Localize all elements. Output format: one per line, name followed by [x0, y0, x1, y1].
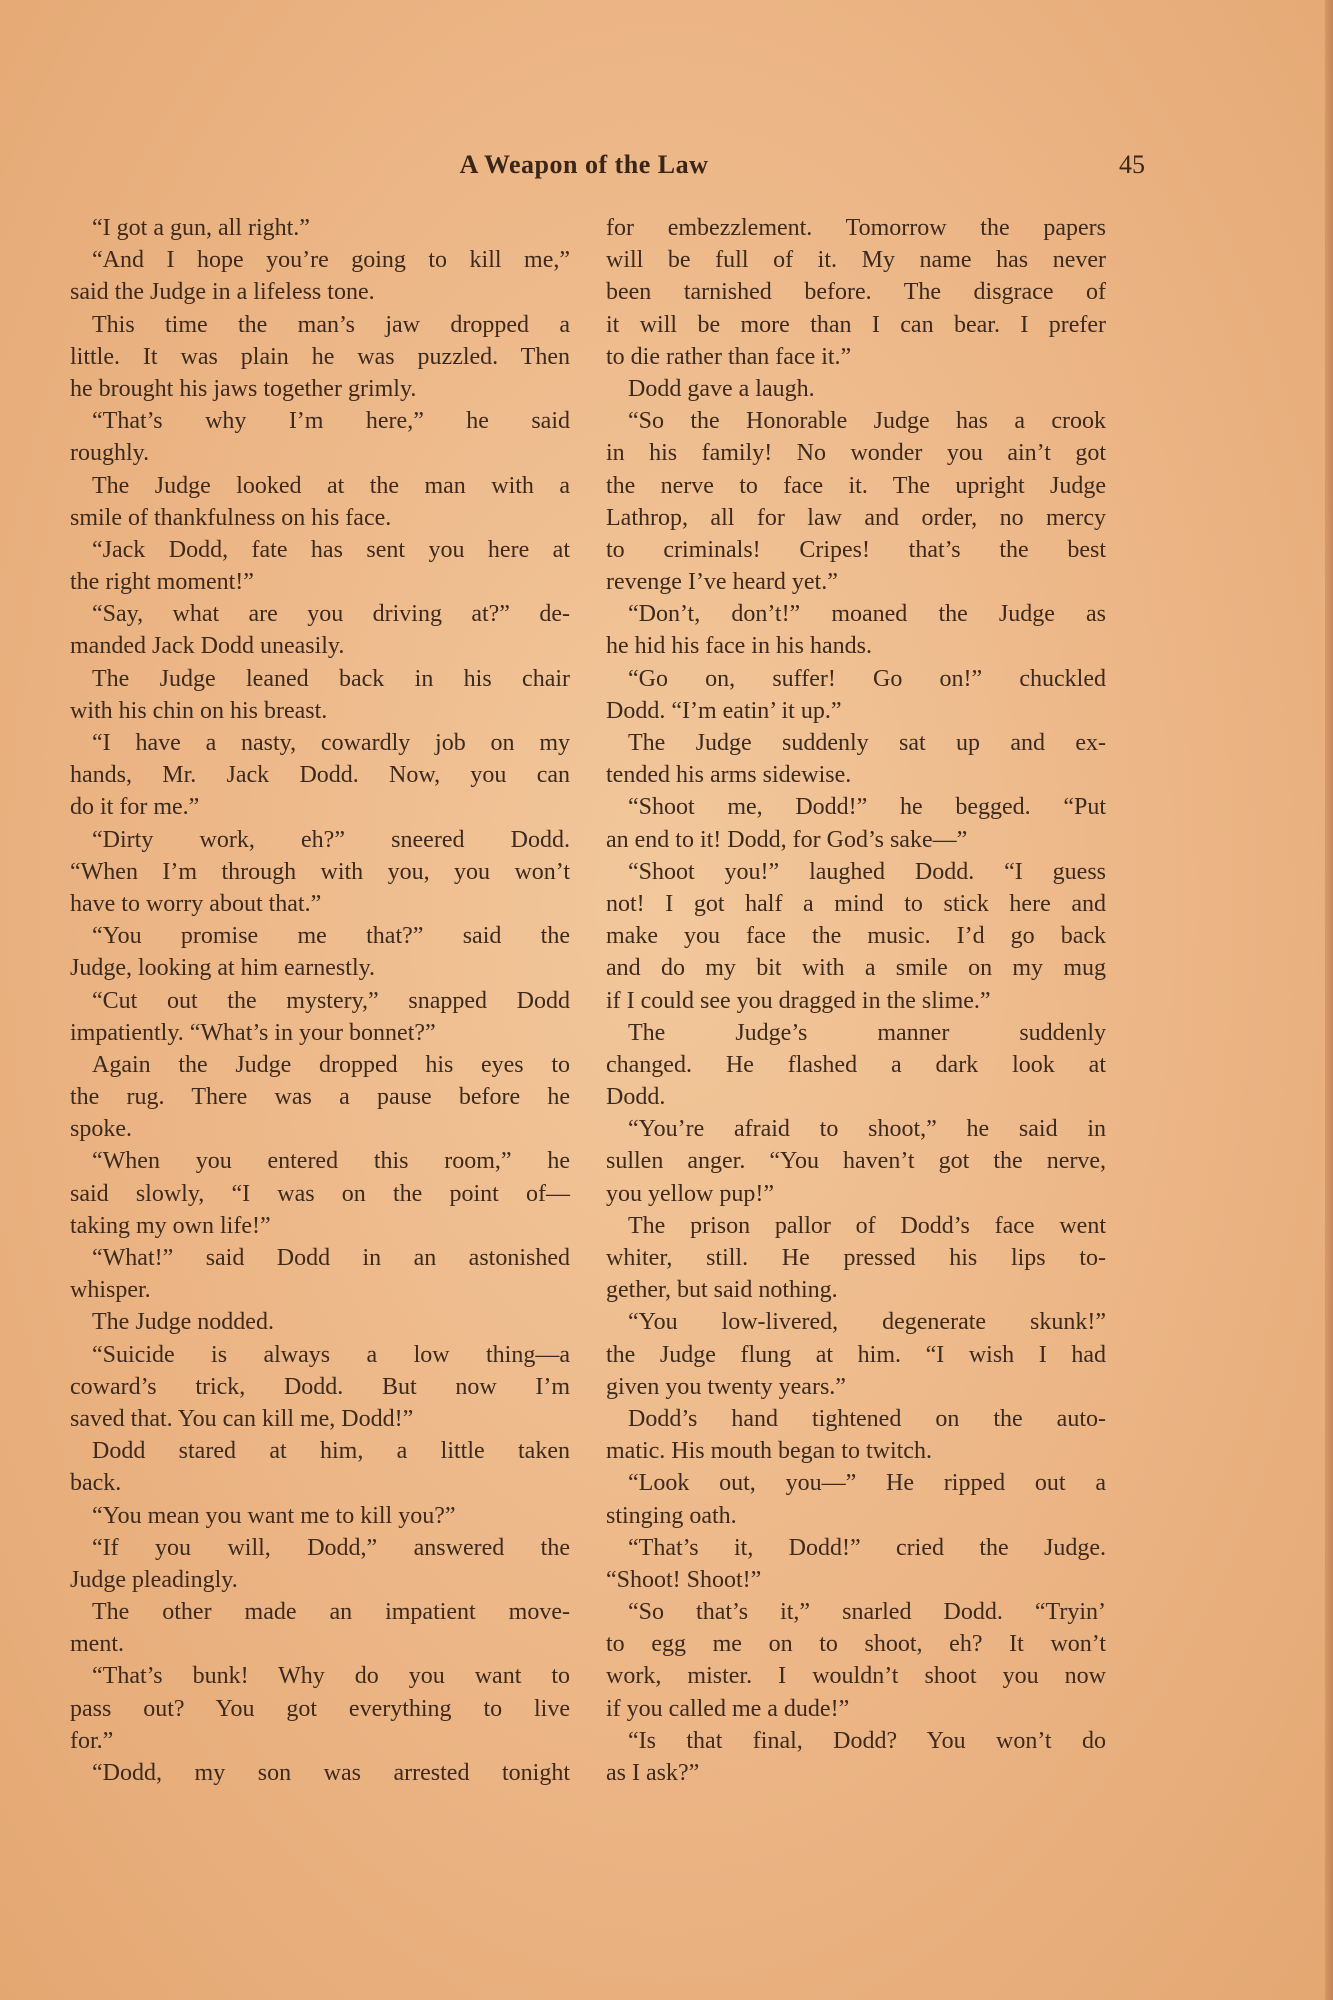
- text-line: This time the man’s jaw dropped a: [92, 311, 570, 338]
- text-line: The Judge nodded.: [92, 1309, 274, 1336]
- text-line: he hid his face in his hands.: [606, 633, 872, 660]
- text-line: “I got a gun, all right.”: [92, 215, 310, 241]
- text-line: you yellow pup!”: [606, 1180, 774, 1207]
- text-line: “Shoot me, Dodd!” he begged. “Put: [628, 794, 1106, 821]
- text-line: “Don’t, don’t!” moaned the Judge as: [628, 601, 1106, 628]
- text-line: Dodd’s hand tightened on the auto-: [628, 1405, 1106, 1432]
- text-line: been tarnished before. The disgrace of: [606, 279, 1106, 306]
- text-line: revenge I’ve heard yet.”: [606, 569, 838, 596]
- text-line: “When you entered this room,” he: [92, 1148, 570, 1175]
- text-line: Dodd stared at him, a little taken: [92, 1438, 570, 1465]
- text-line: and do my bit with a smile on my mug: [606, 955, 1106, 982]
- text-line: “Dodd, my son was arrested tonight: [92, 1760, 570, 1786]
- text-line: the rug. There was a pause before he: [70, 1084, 570, 1111]
- text-line: back.: [70, 1470, 122, 1497]
- text-line: The Judge leaned back in his chair: [92, 665, 570, 692]
- text-line: “Is that final, Dodd? You won’t do: [628, 1727, 1106, 1754]
- text-line: changed. He flashed a dark look at: [606, 1051, 1106, 1078]
- text-line: “You low-livered, degenerate skunk!”: [628, 1309, 1106, 1336]
- text-line: if I could see you dragged in the slime.”: [606, 987, 991, 1014]
- page-edge: [1325, 0, 1333, 2000]
- text-line: spoke.: [70, 1116, 132, 1143]
- text-line: will be full of it. My name has never: [606, 247, 1106, 274]
- text-line: matic. His mouth began to twitch.: [606, 1438, 932, 1465]
- text-line: “Cut out the mystery,” snapped Dodd: [92, 987, 570, 1014]
- text-line: with his chin on his breast.: [70, 697, 328, 724]
- text-line: for.”: [70, 1727, 114, 1754]
- left-column: [70, 212, 570, 1789]
- text-line: “That’s bunk! Why do you want to: [92, 1663, 570, 1690]
- text-line: The other made an impatient move-: [92, 1599, 570, 1626]
- text-line: “What!” said Dodd in an astonished: [92, 1245, 570, 1271]
- running-head-title: A Weapon of the Law: [459, 150, 709, 179]
- text-line: he brought his jaws together grimly.: [70, 375, 417, 402]
- text-line: Dodd. “I’m eatin’ it up.”: [606, 697, 842, 724]
- text-line: sullen anger. “You haven’t got the nerve,: [606, 1148, 1106, 1175]
- text-line: “Say, what are you driving at?” de-: [92, 601, 570, 628]
- right-column: [606, 212, 1106, 1789]
- text-line: pass out? You got everything to live: [70, 1695, 570, 1722]
- text-line: stinging oath.: [606, 1502, 737, 1529]
- text-line: not! I got half a mind to stick here and: [606, 890, 1106, 917]
- text-line: The prison pallor of Dodd’s face went: [628, 1212, 1106, 1239]
- text-line: The Judge suddenly sat up and ex-: [628, 730, 1106, 756]
- text-line: Again the Judge dropped his eyes to: [92, 1051, 570, 1078]
- text-line: the right moment!”: [70, 569, 254, 596]
- text-line: “Shoot you!” laughed Dodd. “I guess: [628, 858, 1106, 885]
- text-line: roughly.: [70, 440, 150, 467]
- text-line: little. It was plain he was puzzled. Then: [70, 343, 570, 370]
- text-line: whisper.: [70, 1277, 151, 1304]
- text-line: “Shoot! Shoot!”: [606, 1566, 762, 1593]
- text-line: saved that. You can kill me, Dodd!”: [70, 1405, 414, 1432]
- text-line: given you twenty years.”: [606, 1373, 846, 1400]
- text-line: if you called me a dude!”: [606, 1695, 850, 1722]
- text-line: for embezzlement. Tomorrow the papers: [606, 215, 1106, 241]
- text-line: “Suicide is always a low thing—a: [92, 1341, 570, 1368]
- text-line: “That’s why I’m here,” he said: [92, 408, 570, 435]
- text-line: “When I’m through with you, you won’t: [70, 858, 570, 885]
- text-line: smile of thankfulness on his face.: [70, 504, 392, 531]
- text-line: “Look out, you—” He ripped out a: [628, 1470, 1106, 1497]
- text-line: “You mean you want me to kill you?”: [92, 1502, 456, 1529]
- text-line: “Go on, suffer! Go on!” chuckled: [628, 665, 1106, 692]
- text-line: The Judge’s manner suddenly: [628, 1019, 1106, 1046]
- text-line: to die rather than face it.”: [606, 343, 852, 370]
- text-line: in his family! No wonder you ain’t got: [606, 440, 1106, 467]
- text-line: work, mister. I wouldn’t shoot you now: [606, 1663, 1106, 1690]
- text-line: “That’s it, Dodd!” cried the Judge.: [628, 1534, 1106, 1561]
- text-line: “You’re afraid to shoot,” he said in: [628, 1116, 1106, 1143]
- text-line: as I ask?”: [606, 1760, 700, 1786]
- text-line: “Jack Dodd, fate has sent you here at: [92, 536, 570, 563]
- text-line: make you face the music. I’d go back: [606, 923, 1106, 950]
- text-line: impatiently. “What’s in your bonnet?”: [70, 1019, 436, 1046]
- text-line: gether, but said nothing.: [606, 1277, 838, 1304]
- page-number: 45: [1119, 150, 1145, 179]
- text-line: “If you will, Dodd,” answered the: [92, 1534, 570, 1561]
- text-line: Dodd gave a laugh.: [628, 375, 815, 402]
- text-line: do it for me.”: [70, 794, 200, 821]
- text-line: the nerve to face it. The upright Judge: [606, 472, 1106, 499]
- text-line: “So the Honorable Judge has a crook: [628, 408, 1106, 435]
- text-line: the Judge flung at him. “I wish I had: [606, 1341, 1106, 1368]
- text-line: tended his arms sidewise.: [606, 762, 852, 789]
- text-line: ment.: [70, 1631, 124, 1658]
- text-line: hands, Mr. Jack Dodd. Now, you can: [70, 762, 570, 789]
- text-line: whiter, still. He pressed his lips to-: [606, 1245, 1106, 1271]
- text-line: Lathrop, all for law and order, no mercy: [606, 504, 1106, 531]
- text-line: have to worry about that.”: [70, 890, 322, 917]
- text-line: to criminals! Cripes! that’s the best: [606, 536, 1106, 563]
- text-line: said slowly, “I was on the point of—: [70, 1180, 570, 1207]
- text-line: an end to it! Dodd, for God’s sake—”: [606, 826, 968, 853]
- text-line: The Judge looked at the man with a: [92, 472, 570, 499]
- text-line: to egg me on to shoot, eh? It won’t: [606, 1631, 1106, 1658]
- text-line: “I have a nasty, cowardly job on my: [92, 730, 570, 756]
- text-line: coward’s trick, Dodd. But now I’m: [70, 1373, 570, 1400]
- text-line: “So that’s it,” snarled Dodd. “Tryin’: [628, 1599, 1106, 1626]
- text-line: Dodd.: [606, 1084, 666, 1111]
- text-line: said the Judge in a lifeless tone.: [70, 279, 375, 306]
- text-line: “Dirty work, eh?” sneered Dodd.: [92, 826, 570, 853]
- text-line: taking my own life!”: [70, 1212, 271, 1239]
- text-line: Judge, looking at him earnestly.: [70, 955, 376, 982]
- text-line: manded Jack Dodd uneasily.: [70, 633, 345, 660]
- text-line: Judge pleadingly.: [70, 1566, 238, 1593]
- text-line: “You promise me that?” said the: [92, 923, 570, 950]
- text-line: “And I hope you’re going to kill me,”: [92, 247, 570, 274]
- text-line: it will be more than I can bear. I prefer: [606, 311, 1106, 338]
